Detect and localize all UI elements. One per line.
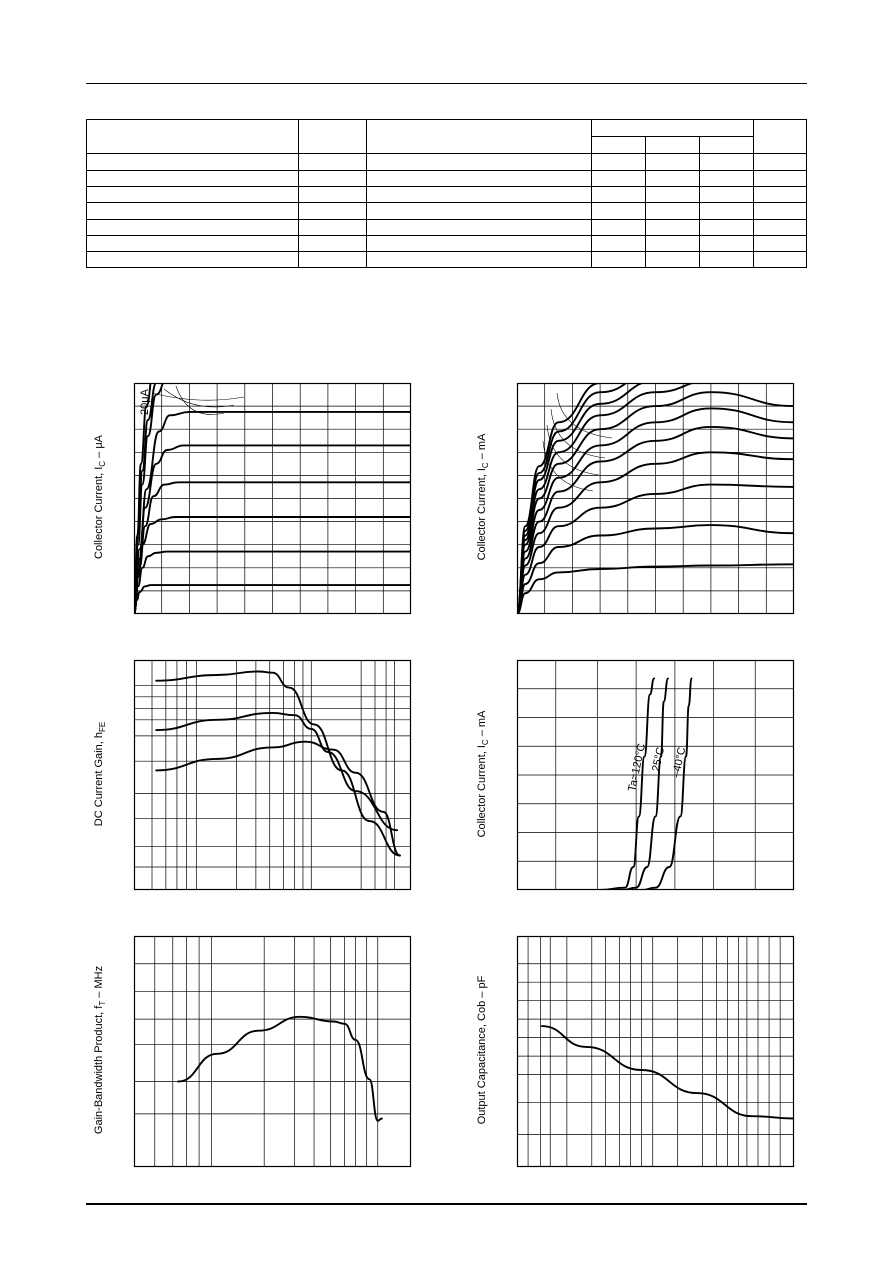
series-group: [600, 678, 691, 890]
plot-frame: [518, 937, 794, 1167]
chart-ic-vce: [134, 383, 411, 614]
series-group: [178, 1017, 382, 1121]
series-line-1: [156, 672, 400, 856]
chart-cob-vcb: [517, 936, 794, 1167]
grid: [134, 383, 411, 614]
chart-cob-vcb-ylabel: Output Capacitance, Cob – pF: [476, 975, 488, 1125]
grid: [134, 660, 411, 890]
chart-ic-vce2-ylabel: Collector Current, $I_C$ – mA: [476, 433, 490, 561]
table-row-divider: [87, 170, 806, 171]
curve-label-ta-120c: Ta=120°C: [626, 742, 649, 793]
curve-label-minus-40c: –40°C: [670, 746, 689, 779]
header-rule: [86, 83, 807, 84]
table-col-divider: [298, 120, 299, 267]
curve-label-25c: 25°C: [650, 746, 668, 773]
grid: [517, 383, 794, 614]
plot-frame: [135, 937, 411, 1167]
hyperbola-guide: [152, 393, 244, 400]
hyperbola-guide: [164, 389, 234, 407]
chart-hfe-ic-ylabel: DC Current Gain, $h_{FE}$: [93, 721, 107, 827]
grid: [134, 936, 411, 1167]
table-row-divider: [87, 202, 806, 203]
table-col-divider: [753, 120, 754, 267]
chart-ic-vbe: [517, 660, 794, 890]
table-row-divider: [87, 186, 806, 187]
series-line-3: [156, 742, 400, 856]
chart-ic-vce-ylabel: Collector Current, $I_C$ – μA: [93, 435, 107, 559]
curve-label-20ua: 20μA: [139, 389, 151, 415]
table-row-divider: [87, 153, 806, 154]
grid: [517, 660, 794, 890]
table-row-divider: [87, 219, 806, 220]
grid: [517, 936, 794, 1167]
table-row-divider: [87, 251, 806, 252]
series-group: [156, 672, 400, 856]
table-row-divider: [591, 136, 753, 137]
table-row-divider: [87, 235, 806, 236]
footer-rule: [86, 1203, 807, 1205]
chart-ft-ic: [134, 936, 411, 1167]
series-line-1: [178, 1017, 382, 1121]
chart-ic-vce2: [517, 383, 794, 614]
series-group: [542, 1026, 794, 1118]
specifications-table: [86, 119, 807, 268]
table-col-divider: [366, 120, 367, 267]
chart-hfe-ic: [134, 660, 411, 890]
series-line-9: [517, 371, 725, 614]
chart-ic-vbe-ylabel: Collector Current, $I_C$ – mA: [476, 710, 490, 838]
series-line-1: [542, 1026, 794, 1118]
plot-frame: [135, 661, 411, 890]
table-col-divider: [591, 120, 592, 267]
series-line-10: [517, 365, 697, 615]
series-line-11: [517, 360, 669, 614]
chart-ft-ic-ylabel: Gain-Bandwidth Product, $f_T$ – MHz: [93, 965, 107, 1135]
